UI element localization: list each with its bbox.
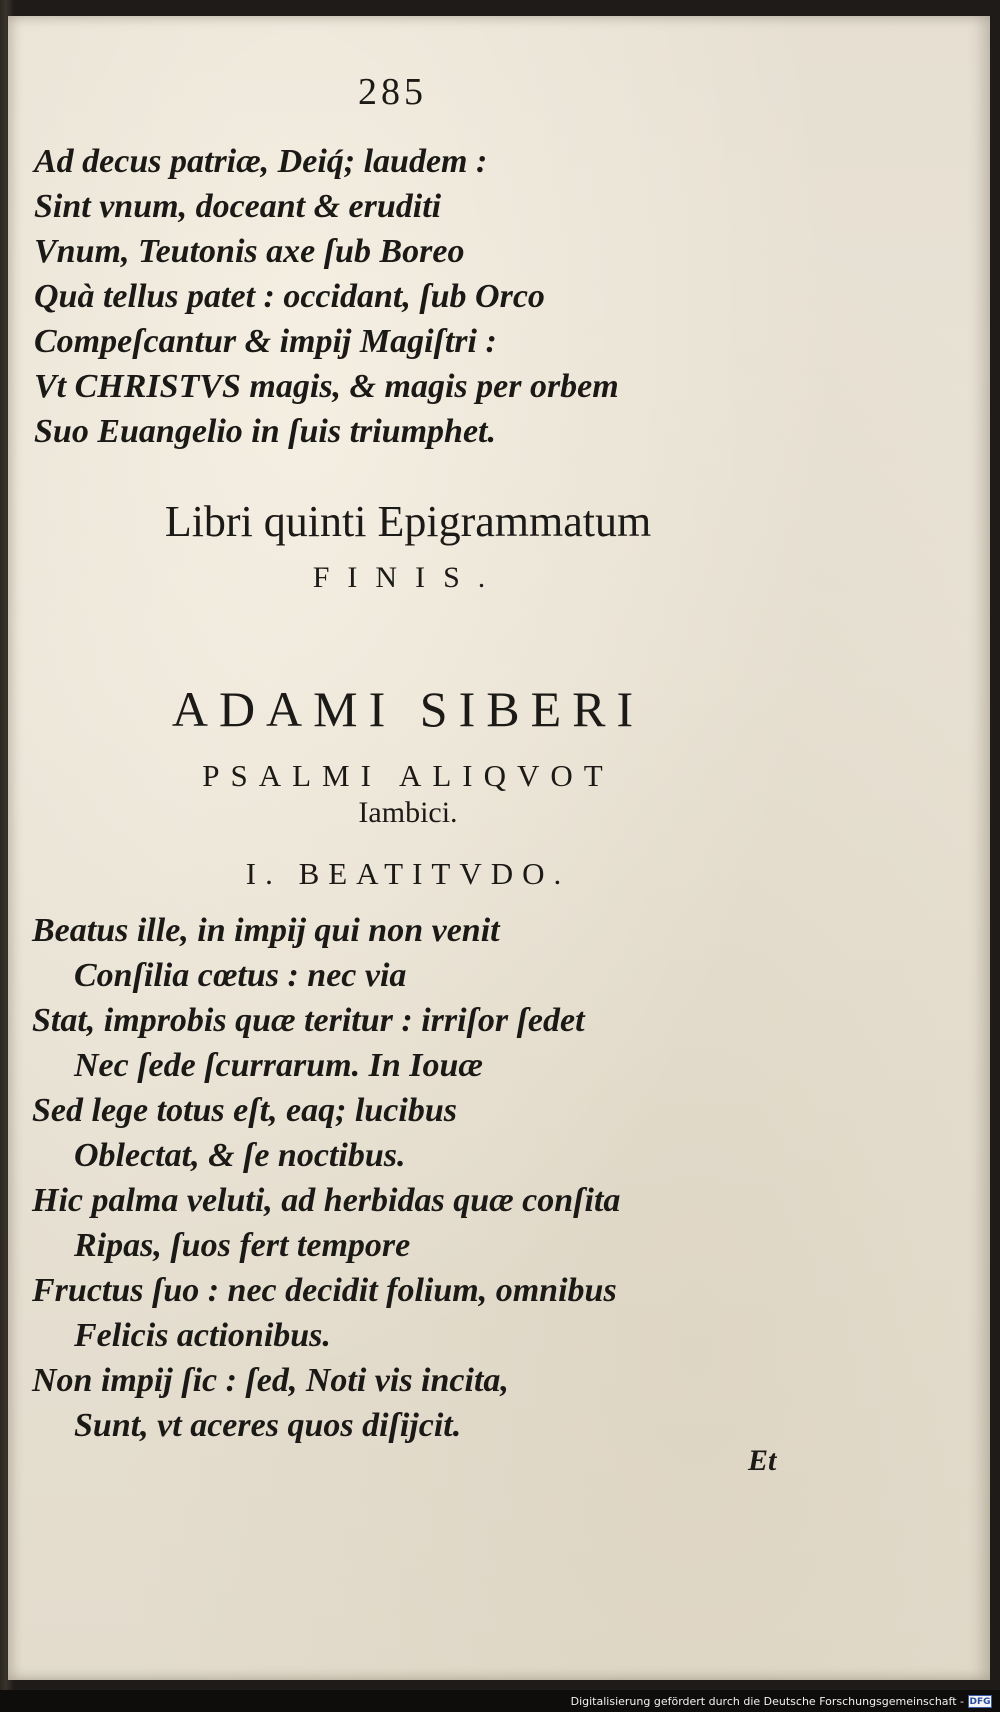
finis-label: FINIS.	[312, 561, 504, 594]
author-heading: ADAMI SIBERI	[171, 681, 645, 737]
verse-line-indented: Sunt, vt aceres quos diſijcit.	[74, 1407, 462, 1444]
psalm-title: I. BEATITVDO.	[245, 856, 571, 891]
verse-line: Beatus ille, in impij qui non venit	[32, 912, 500, 949]
top-verse	[34, 139, 619, 454]
verse-line: Ad decus patriæ, Deiq́; laudem :	[34, 143, 488, 180]
verse-line-indented: Conſilia cœtus : nec via	[74, 957, 407, 994]
verse-line: Hic palma veluti, ad herbidas quæ conſita	[32, 1182, 621, 1219]
verse-line: Sed lege totus eſt, eaq; lucibus	[32, 1092, 457, 1129]
work-subtitle-meter: Iambici.	[358, 796, 458, 829]
book-page	[8, 16, 990, 1680]
verse-line-indented: Ripas, ſuos fert tempore	[74, 1227, 411, 1264]
work-subtitle: PSALMI ALIQVOT	[202, 758, 614, 793]
verse-line: Compeſcantur & impij Magiſtri :	[34, 323, 497, 360]
verse-line: Non impij ſic : ſed, Noti vis incita,	[32, 1362, 509, 1399]
verse-line: Quà tellus patet : occidant, ſub Orco	[34, 278, 545, 315]
verse-line: Sint vnum, doceant & eruditi	[34, 188, 442, 225]
verse-line: Stat, improbis quæ teritur : irriſor ſedet	[32, 1002, 585, 1039]
verse-line: Vnum, Teutonis axe ſub Boreo	[34, 233, 465, 270]
section-end-title: Libri quinti Epigrammatum	[164, 497, 652, 546]
verse-line: Vt CHRISTVS magis, & magis per orbem	[34, 368, 619, 405]
dfg-logo: DFG	[969, 1697, 991, 1707]
catchword: Et	[748, 1444, 777, 1477]
verse-line-indented: Nec ſede ſcurrarum. In Iouæ	[74, 1047, 483, 1084]
page-number: 285	[358, 71, 427, 113]
verse-line-indented: Oblectat, & ſe noctibus.	[74, 1137, 406, 1174]
verse-line: Suo Euangelio in ſuis triumphet.	[34, 413, 496, 450]
psalm-verse	[32, 908, 620, 1448]
verse-line: Fructus ſuo : nec decidit folium, omnibus	[32, 1272, 617, 1309]
verse-line-indented: Felicis actionibus.	[74, 1317, 331, 1354]
funding-credit: Digitalisierung gefördert durch die Deutsche Forschungsgemeinschaft -	[570, 1695, 964, 1708]
